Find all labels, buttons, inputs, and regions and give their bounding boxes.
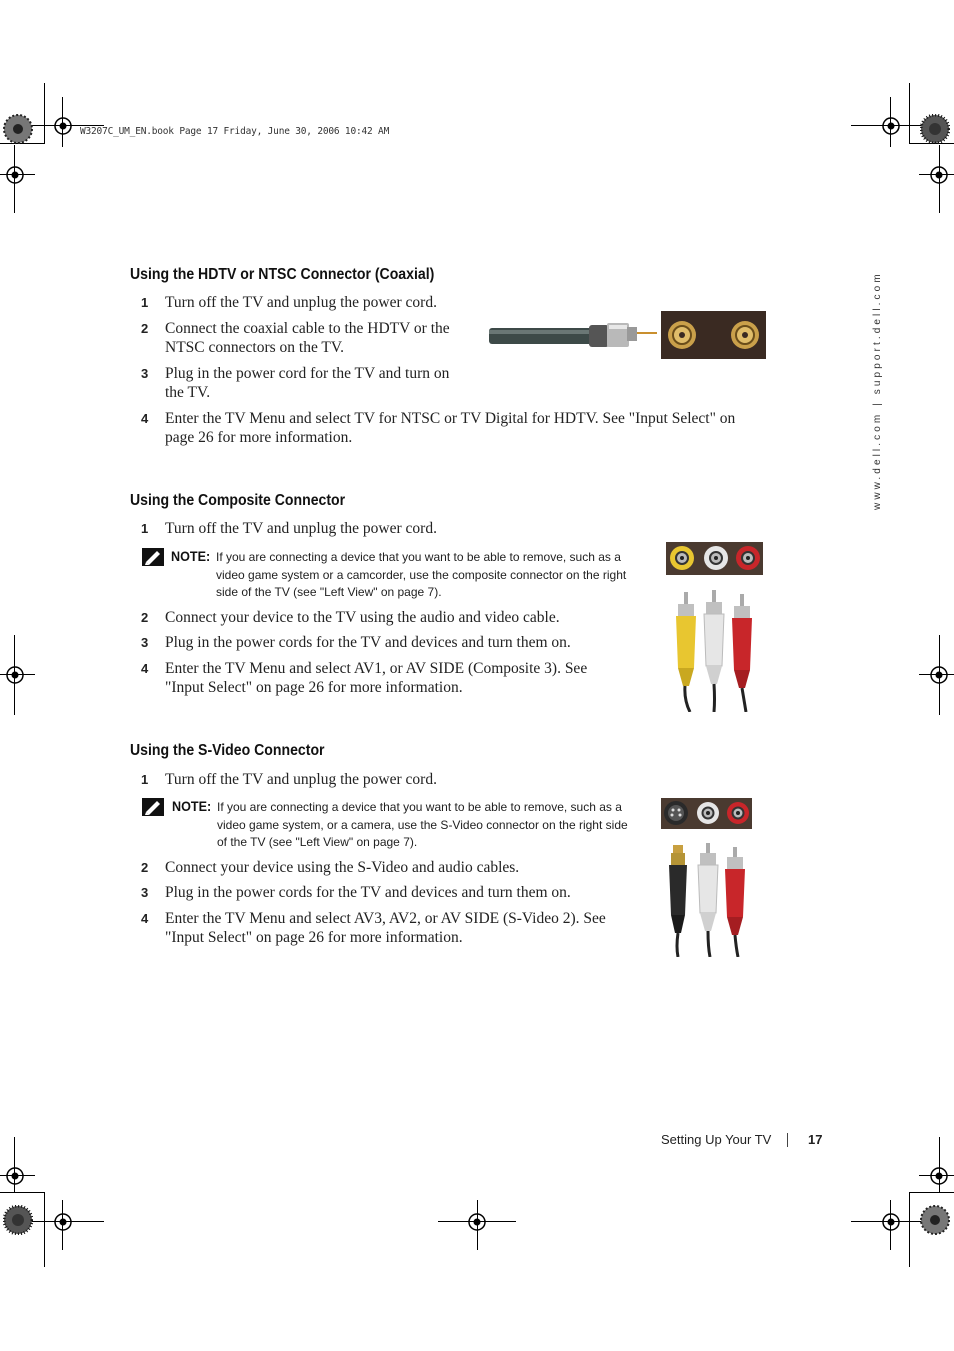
registration-target-icon <box>466 1211 488 1233</box>
page-number: 17 <box>808 1132 823 1147</box>
section-title: Using the Composite Connector <box>130 492 346 509</box>
step-number: 1 <box>141 772 149 787</box>
step-number: 1 <box>141 295 149 310</box>
note-pencil-icon <box>142 548 164 566</box>
step-text: Enter the TV Menu and select AV3, AV2, or AV SIDE (S-Video 2). See "Input Select" on page 26 for more information. <box>165 910 606 946</box>
registration-target-icon <box>4 164 26 186</box>
step-number: 4 <box>141 661 149 676</box>
section-title: Using the HDTV or NTSC Connector (Coaxial) <box>130 266 435 283</box>
registration-target-icon <box>880 115 902 137</box>
step-text: Turn off the TV and unplug the power cord. <box>165 520 437 537</box>
step-number: 1 <box>141 521 149 536</box>
step-number: 4 <box>141 911 149 926</box>
svideo-jack-panel-image <box>661 798 752 829</box>
registration-target-icon <box>4 664 26 686</box>
registration-target-icon <box>52 1211 74 1233</box>
step-text: Connect the coaxial cable to the HDTV or the NTSC connectors on the TV. <box>165 320 450 356</box>
step-text: Enter the TV Menu and select TV for NTSC or TV Digital for HDTV. See "Input Select" on page 26 for more information. <box>165 410 736 446</box>
step-text: Connect your device to the TV using the audio and video cable. <box>165 609 560 626</box>
print-header: W3207C_UM_EN.book Page 17 Friday, June 30, 2006 10:42 AM <box>80 126 390 137</box>
step-text: Connect your device using the S-Video and audio cables. <box>165 859 520 876</box>
step-number: 4 <box>141 411 149 426</box>
composite-rca-cables-image <box>666 590 766 712</box>
registration-target-icon <box>52 115 74 137</box>
note-label: NOTE: <box>171 548 211 564</box>
step-text: Plug in the power cords for the TV and devices and turn them on. <box>165 634 571 651</box>
footer-divider <box>787 1133 788 1147</box>
step-text: Enter the TV Menu and select AV1, or AV SIDE (Composite 3). See "Input Select" on page 26 for more information. <box>165 660 588 696</box>
step-number: 2 <box>141 860 149 875</box>
section-title: Using the S-Video Connector <box>130 742 325 759</box>
composite-jack-panel-image <box>666 542 763 575</box>
registration-target-icon <box>880 1211 902 1233</box>
svideo-audio-cables-image <box>666 843 752 957</box>
step-number: 2 <box>141 610 149 625</box>
step-text: Turn off the TV and unplug the power cord. <box>165 294 437 311</box>
note-pencil-icon <box>142 798 164 816</box>
step-text: Turn off the TV and unplug the power cord. <box>165 771 437 788</box>
step-text: Plug in the power cords for the TV and devices and turn them on. <box>165 884 571 901</box>
registration-target-icon <box>928 664 950 686</box>
step-number: 3 <box>141 635 149 650</box>
step-number: 2 <box>141 321 149 336</box>
starburst-mark-icon <box>3 114 33 144</box>
note-text: If you are connecting a device that you want to be able to remove, such as a video game system or a camcorder, use the composite connector on the right side of the TV (see "Left View" on page 7). <box>216 550 627 599</box>
registration-target-icon <box>4 1165 26 1187</box>
step-number: 3 <box>141 366 149 381</box>
starburst-mark-icon <box>920 114 950 144</box>
registration-target-icon <box>928 1165 950 1187</box>
registration-target-icon <box>928 164 950 186</box>
coaxial-connector-panel-image <box>661 311 766 359</box>
footer-section-title: Setting Up Your TV <box>661 1132 772 1147</box>
coaxial-cable-image <box>489 315 659 355</box>
note-label: NOTE: <box>172 798 212 814</box>
starburst-mark-icon <box>920 1205 950 1235</box>
side-url: www.dell.com | support.dell.com <box>872 271 883 510</box>
note-text: If you are connecting a device that you want to be able to remove, such as a video game system, or a camera, use the S-Video connector on the right side of the TV (see "Left View" on page 7). <box>217 800 628 849</box>
step-number: 3 <box>141 885 149 900</box>
starburst-mark-icon <box>3 1205 33 1235</box>
step-text: Plug in the power cord for the TV and turn on the TV. <box>165 365 450 401</box>
